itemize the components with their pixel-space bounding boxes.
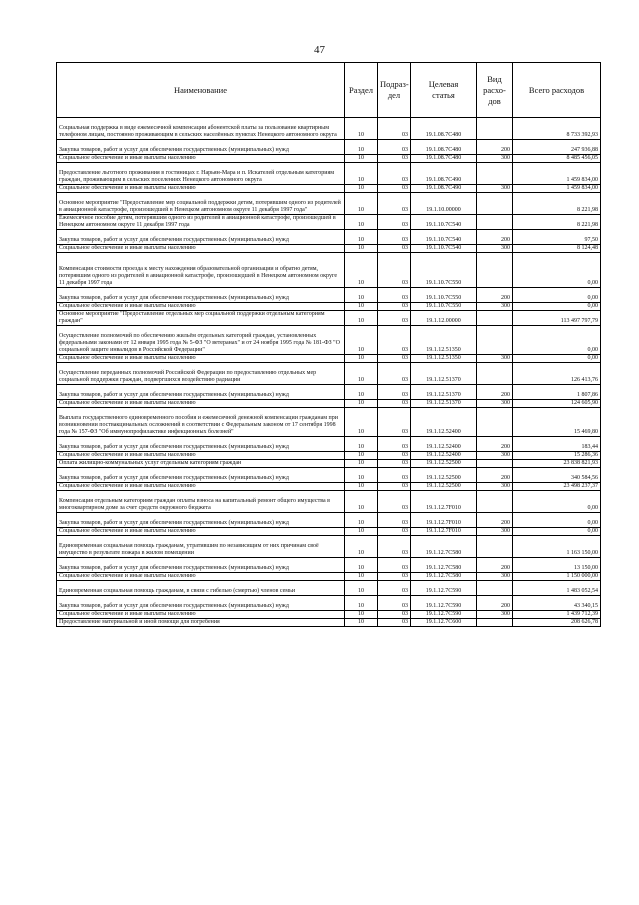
row-expense-kind: 200 (477, 468, 513, 483)
row-subsection: 03 (378, 140, 411, 155)
page-number: 47 (314, 44, 325, 56)
row-section: 10 (345, 245, 378, 253)
row-target-article: 19.1.08.7С480 (411, 155, 477, 163)
row-name: Основное мероприятие "Предоставление мер социальной поддержки детям, потерявшим одного из родителей в авиационной катастрофе, произошедшей в Ненецком автономном округе 11 декабря 1997 года" (57, 193, 345, 215)
row-section: 10 (345, 363, 378, 385)
row-subsection: 03 (378, 513, 411, 528)
row-target-article: 19.1.12.51370 (411, 385, 477, 400)
row-total: 23 838 821,93 (513, 460, 601, 468)
row-target-article: 19.1.12.51350 (411, 326, 477, 355)
row-target-article: 19.1.12.52400 (411, 437, 477, 452)
row-target-article: 19.1.12.7С580 (411, 536, 477, 558)
row-section: 10 (345, 253, 378, 288)
row-section: 10 (345, 468, 378, 483)
row-total: 15 469,80 (513, 408, 601, 437)
row-name: Социальное обеспечение и иные выплаты населению (57, 245, 345, 253)
row-name: Социальное обеспечение и иные выплаты населению (57, 528, 345, 536)
row-expense-kind (477, 215, 513, 230)
row-subsection: 03 (378, 230, 411, 245)
row-total: 1 807,86 (513, 385, 601, 400)
row-expense-kind (477, 163, 513, 185)
row-target-article: 19.1.12.00000 (411, 311, 477, 326)
row-section: 10 (345, 452, 378, 460)
row-total: 23 498 237,37 (513, 483, 601, 491)
row-target-article: 19.1.10.00000 (411, 193, 477, 215)
row-name: Социальная поддержка в виде ежемесячной компенсации абонентской платы за пользование квартирным телефоном лицам, постоянно проживающим в сельских населённых пунктах Ненецкого автономного округа (57, 118, 345, 140)
row-total: 1 459 834,00 (513, 185, 601, 193)
row-target-article: 19.1.10.7С540 (411, 245, 477, 253)
row-section: 10 (345, 215, 378, 230)
row-target-article: 19.1.10.7С550 (411, 303, 477, 311)
table-row (57, 558, 601, 573)
row-total: 0,00 (513, 355, 601, 363)
row-subsection: 03 (378, 288, 411, 303)
row-target-article: 19.1.12.7С580 (411, 558, 477, 573)
row-expense-kind: 300 (477, 185, 513, 193)
row-total: 124 605,90 (513, 400, 601, 408)
row-subsection: 03 (378, 408, 411, 437)
row-target-article: 19.1.12.7С590 (411, 596, 477, 611)
row-target-article: 19.1.12.52500 (411, 460, 477, 468)
row-subsection: 03 (378, 155, 411, 163)
table-row (57, 215, 601, 230)
table-row (57, 185, 601, 193)
row-total: 1 163 150,00 (513, 536, 601, 558)
row-target-article: 19.1.12.52500 (411, 468, 477, 483)
row-target-article: 19.1.10.7С540 (411, 215, 477, 230)
row-name: Осуществление полномочий по обеспечению жильём отдельных категорий граждан, установленных федеральными законами от 12 января 1995 года № 5-ФЗ "О ветеранах" и от 24 ноября 1995 года № 181-ФЗ "О социальной защите инвалидов в Российской Федерации" (57, 326, 345, 355)
row-name: Закупка товаров, работ и услуг для обеспечения государственных (муниципальных) нужд (57, 140, 345, 155)
row-target-article: 19.1.10.7С540 (411, 230, 477, 245)
row-subsection: 03 (378, 311, 411, 326)
row-total: 8 733 392,93 (513, 118, 601, 140)
row-expense-kind: 300 (477, 303, 513, 311)
row-subsection: 03 (378, 118, 411, 140)
row-target-article: 19.1.12.51350 (411, 355, 477, 363)
row-name: Закупка товаров, работ и услуг для обеспечения государственных (муниципальных) нужд (57, 513, 345, 528)
table-row (57, 581, 601, 596)
row-target-article: 19.1.10.7С550 (411, 288, 477, 303)
row-subsection: 03 (378, 596, 411, 611)
row-name: Единовременная социальная помощь гражданам, утратившим по независящим от них причинам своё имущество в результате пожара в жилом помещении (57, 536, 345, 558)
header-target-article: Целевая статья (411, 63, 477, 118)
row-name: Закупка товаров, работ и услуг для обеспечения государственных (муниципальных) нужд (57, 437, 345, 452)
row-expense-kind: 300 (477, 611, 513, 619)
row-subsection: 03 (378, 355, 411, 363)
row-total: 1 459 834,00 (513, 163, 601, 185)
row-total: 8 485 456,05 (513, 155, 601, 163)
row-name: Социальное обеспечение и иные выплаты населению (57, 611, 345, 619)
row-name: Социальное обеспечение и иные выплаты населению (57, 452, 345, 460)
row-target-article: 19.1.12.7С590 (411, 611, 477, 619)
row-total: 126 413,76 (513, 363, 601, 385)
row-expense-kind (477, 460, 513, 468)
row-expense-kind (477, 193, 513, 215)
table-row (57, 483, 601, 491)
table-row (57, 460, 601, 468)
row-section: 10 (345, 140, 378, 155)
row-section: 10 (345, 303, 378, 311)
row-subsection: 03 (378, 483, 411, 491)
row-expense-kind (477, 118, 513, 140)
row-name: Закупка товаров, работ и услуг для обеспечения государственных (муниципальных) нужд (57, 596, 345, 611)
row-subsection: 03 (378, 193, 411, 215)
row-expense-kind (477, 363, 513, 385)
table-row (57, 155, 601, 163)
row-expense-kind: 200 (477, 437, 513, 452)
row-subsection: 03 (378, 581, 411, 596)
row-section: 10 (345, 596, 378, 611)
row-name: Основное мероприятие "Предоставление отдельных мер социальной поддержки отдельным категориям граждан" (57, 311, 345, 326)
row-name: Ежемесячное пособие детям, потерявшим одного из родителей в авиационной катастрофе, произошедшей в Ненецком автономном округе 11 декабря 1997 года (57, 215, 345, 230)
row-total: 0,00 (513, 253, 601, 288)
table-row (57, 326, 601, 355)
row-target-article: 19.1.08.7С490 (411, 163, 477, 185)
table-header-row (57, 63, 601, 118)
row-total: 208 626,78 (513, 619, 601, 627)
table-row (57, 491, 601, 513)
row-name: Предоставление льготного проживания в гостиницах г. Нарьян-Мара и п. Искателей отдельным категориям граждан, проживающим в сельских поселениях Ненецкого автономного округа (57, 163, 345, 185)
table-body (57, 118, 601, 627)
row-subsection: 03 (378, 215, 411, 230)
row-total: 0,00 (513, 288, 601, 303)
row-total: 8 221,98 (513, 193, 601, 215)
row-subsection: 03 (378, 573, 411, 581)
row-subsection: 03 (378, 245, 411, 253)
row-name: Осуществление переданных полномочий Российской Федерации по предоставлению отдельных мер социальной поддержки граждан, подвергшихся воздействию радиации (57, 363, 345, 385)
table-row (57, 230, 601, 245)
header-name: Наименование (57, 63, 345, 118)
row-total: 0,00 (513, 491, 601, 513)
row-expense-kind: 300 (477, 483, 513, 491)
row-name: Выплата государственного единовременного пособия и ежемесячной денежной компенсации гражданам при возникновении поствакцинальных осложнений в соответствии с Федеральным законом от 17 сентября 1998 года № 157-ФЗ "Об иммунопрофилактике инфекционных болезней" (57, 408, 345, 437)
row-expense-kind: 300 (477, 245, 513, 253)
row-total: 15 286,36 (513, 452, 601, 460)
row-target-article: 19.1.12.52500 (411, 483, 477, 491)
row-target-article: 19.1.12.7С590 (411, 581, 477, 596)
row-subsection: 03 (378, 536, 411, 558)
row-section: 10 (345, 491, 378, 513)
row-total: 0,00 (513, 326, 601, 355)
row-section: 10 (345, 355, 378, 363)
row-expense-kind (477, 581, 513, 596)
row-section: 10 (345, 536, 378, 558)
row-name: Социальное обеспечение и иные выплаты населению (57, 573, 345, 581)
row-expense-kind: 300 (477, 573, 513, 581)
row-name: Компенсация отдельным категориям граждан оплаты взноса на капитальный ремонт общего имущества в многоквартирном доме за счет средств окружного бюджета (57, 491, 345, 513)
row-section: 10 (345, 611, 378, 619)
row-subsection: 03 (378, 468, 411, 483)
row-name: Оплата жилищно-коммунальных услуг отдельным категориям граждан (57, 460, 345, 468)
row-section: 10 (345, 185, 378, 193)
row-subsection: 03 (378, 303, 411, 311)
row-total: 1 150 000,00 (513, 573, 601, 581)
table-row (57, 596, 601, 611)
row-expense-kind: 200 (477, 513, 513, 528)
row-name: Закупка товаров, работ и услуг для обеспечения государственных (муниципальных) нужд (57, 230, 345, 245)
row-target-article: 19.1.12.7F010 (411, 513, 477, 528)
row-target-article: 19.1.12.51370 (411, 363, 477, 385)
row-section: 10 (345, 193, 378, 215)
row-expense-kind: 200 (477, 288, 513, 303)
table-row (57, 118, 601, 140)
row-expense-kind (477, 408, 513, 437)
table-row (57, 468, 601, 483)
table-row (57, 408, 601, 437)
row-total: 0,00 (513, 528, 601, 536)
table-row (57, 611, 601, 619)
row-subsection: 03 (378, 163, 411, 185)
row-expense-kind: 300 (477, 528, 513, 536)
row-subsection: 03 (378, 452, 411, 460)
table-row (57, 513, 601, 528)
row-name: Закупка товаров, работ и услуг для обеспечения государственных (муниципальных) нужд (57, 288, 345, 303)
row-name: Закупка товаров, работ и услуг для обеспечения государственных (муниципальных) нужд (57, 385, 345, 400)
row-target-article: 19.1.12.7F010 (411, 528, 477, 536)
row-total: 113 497 797,79 (513, 311, 601, 326)
row-target-article: 19.1.12.52400 (411, 452, 477, 460)
row-section: 10 (345, 288, 378, 303)
row-section: 10 (345, 460, 378, 468)
row-expense-kind: 200 (477, 385, 513, 400)
row-total: 8 221,98 (513, 215, 601, 230)
row-total: 0,00 (513, 303, 601, 311)
row-name: Социальное обеспечение и иные выплаты населению (57, 303, 345, 311)
expenditure-table (56, 62, 601, 627)
row-name: Социальное обеспечение и иные выплаты населению (57, 355, 345, 363)
row-expense-kind: 200 (477, 596, 513, 611)
row-name: Единовременная социальная помощь гражданам, в связи с гибелью (смертью) членов семьи (57, 581, 345, 596)
row-total: 1 439 712,39 (513, 611, 601, 619)
row-expense-kind (477, 491, 513, 513)
row-total: 43 340,15 (513, 596, 601, 611)
table-row (57, 437, 601, 452)
header-subsection: Подраз- дел (378, 63, 411, 118)
table-row (57, 355, 601, 363)
header-total: Всего расходов (513, 63, 601, 118)
row-subsection: 03 (378, 491, 411, 513)
row-name: Закупка товаров, работ и услуг для обеспечения государственных (муниципальных) нужд (57, 468, 345, 483)
row-subsection: 03 (378, 326, 411, 355)
row-section: 10 (345, 311, 378, 326)
row-subsection: 03 (378, 611, 411, 619)
row-target-article: 19.1.12.7F010 (411, 491, 477, 513)
row-section: 10 (345, 437, 378, 452)
row-expense-kind: 300 (477, 452, 513, 460)
row-subsection: 03 (378, 558, 411, 573)
row-subsection: 03 (378, 619, 411, 627)
row-name: Закупка товаров, работ и услуг для обеспечения государственных (муниципальных) нужд (57, 558, 345, 573)
table-row (57, 452, 601, 460)
row-subsection: 03 (378, 400, 411, 408)
row-total: 13 150,00 (513, 558, 601, 573)
row-expense-kind: 200 (477, 140, 513, 155)
row-target-article: 19.1.08.7С480 (411, 118, 477, 140)
table-row (57, 253, 601, 288)
row-name: Предоставление материальной и иной помощи для погребения (57, 619, 345, 627)
row-expense-kind: 300 (477, 400, 513, 408)
row-section: 10 (345, 385, 378, 400)
row-subsection: 03 (378, 437, 411, 452)
row-subsection: 03 (378, 460, 411, 468)
row-section: 10 (345, 230, 378, 245)
row-section: 10 (345, 528, 378, 536)
row-total: 97,50 (513, 230, 601, 245)
row-section: 10 (345, 118, 378, 140)
row-name: Социальное обеспечение и иные выплаты населению (57, 483, 345, 491)
row-expense-kind: 300 (477, 355, 513, 363)
row-section: 10 (345, 326, 378, 355)
row-section: 10 (345, 581, 378, 596)
row-expense-kind: 200 (477, 558, 513, 573)
row-expense-kind (477, 311, 513, 326)
row-subsection: 03 (378, 253, 411, 288)
row-subsection: 03 (378, 385, 411, 400)
row-total: 183,44 (513, 437, 601, 452)
row-total: 340 584,56 (513, 468, 601, 483)
row-section: 10 (345, 573, 378, 581)
table-row (57, 193, 601, 215)
row-name: Социальное обеспечение и иные выплаты населению (57, 185, 345, 193)
row-name: Социальное обеспечение и иные выплаты населению (57, 400, 345, 408)
row-target-article: 19.1.08.7С490 (411, 185, 477, 193)
row-expense-kind: 300 (477, 155, 513, 163)
row-expense-kind (477, 536, 513, 558)
table-row (57, 363, 601, 385)
row-total: 8 124,48 (513, 245, 601, 253)
row-total: 1 483 052,54 (513, 581, 601, 596)
table-row (57, 385, 601, 400)
row-target-article: 19.1.12.51370 (411, 400, 477, 408)
row-section: 10 (345, 400, 378, 408)
row-expense-kind (477, 253, 513, 288)
table-row (57, 163, 601, 185)
table-row (57, 311, 601, 326)
table-row (57, 245, 601, 253)
row-target-article: 19.1.08.7С480 (411, 140, 477, 155)
row-total: 0,00 (513, 513, 601, 528)
header-section: Раздел (345, 63, 378, 118)
table-row (57, 288, 601, 303)
row-total: 247 936,88 (513, 140, 601, 155)
row-section: 10 (345, 619, 378, 627)
row-section: 10 (345, 408, 378, 437)
row-target-article: 19.1.12.7С600 (411, 619, 477, 627)
table-row (57, 619, 601, 627)
row-name: Компенсация стоимости проезда к месту нахождения образовательной организации и обратно детям, потерявшим одного из родителей в авиационной катастрофе, произошедшей в Ненецком автономном округе 11 декабря 1997 года (57, 253, 345, 288)
row-section: 10 (345, 155, 378, 163)
header-expense-kind: Вид расхо- дов (477, 63, 513, 118)
row-section: 10 (345, 483, 378, 491)
row-target-article: 19.1.10.7С550 (411, 253, 477, 288)
table-row (57, 528, 601, 536)
table-row (57, 303, 601, 311)
row-expense-kind (477, 619, 513, 627)
row-target-article: 19.1.12.7С580 (411, 573, 477, 581)
table-row (57, 400, 601, 408)
row-subsection: 03 (378, 528, 411, 536)
table-row (57, 536, 601, 558)
row-subsection: 03 (378, 363, 411, 385)
row-subsection: 03 (378, 185, 411, 193)
row-section: 10 (345, 163, 378, 185)
row-expense-kind (477, 326, 513, 355)
row-name: Социальное обеспечение и иные выплаты населению (57, 155, 345, 163)
row-target-article: 19.1.12.52400 (411, 408, 477, 437)
table-row (57, 140, 601, 155)
row-section: 10 (345, 513, 378, 528)
table-row (57, 573, 601, 581)
row-section: 10 (345, 558, 378, 573)
row-expense-kind: 200 (477, 230, 513, 245)
